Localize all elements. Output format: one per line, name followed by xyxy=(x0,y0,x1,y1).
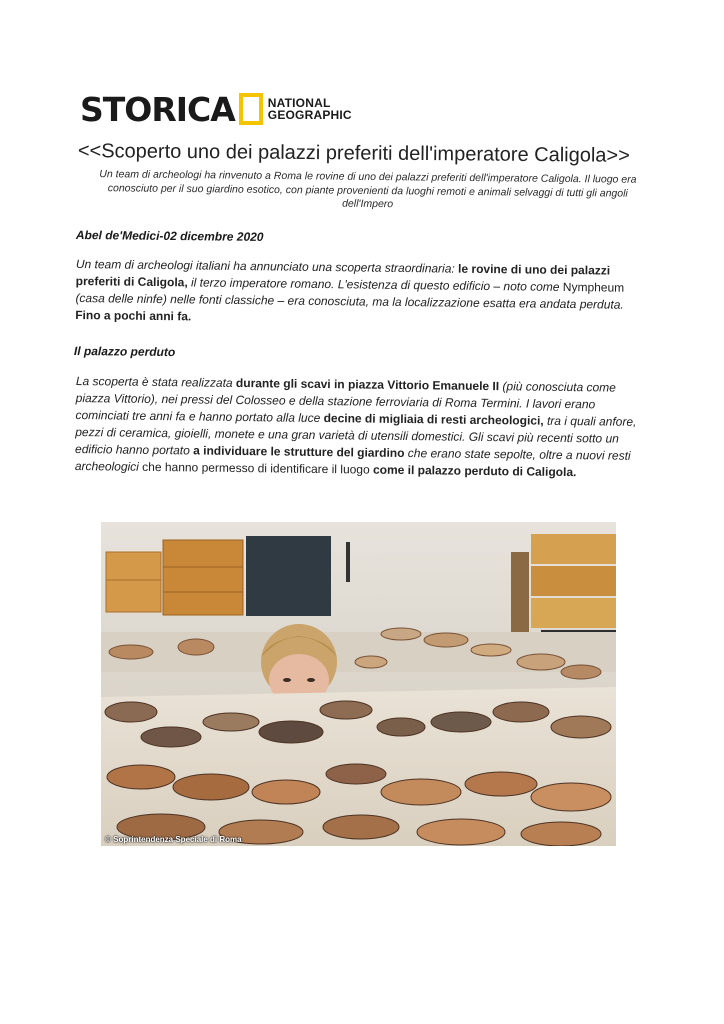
text-run: (più conosciuta come piazza Vittorio), nei pressi del Colosseo e della stazione ferroviaria di Roma Termini. I lavori erano cominciati tre anni fa e hanno portato alla luce xyxy=(75,379,616,426)
partner-line-2: GEOGRAPHIC xyxy=(267,108,352,122)
text-run: tra i quali anfore, pezzi di ceramica, gioielli, monete e una gran varietà di utensili domestici. Gli scavi più recenti sotto un edificio hanno portato xyxy=(74,413,637,458)
partner-logo-text xyxy=(268,97,352,121)
text-run: durante gli scavi in piazza Vittorio Emanuele II xyxy=(235,375,500,394)
text-run: il terzo imperatore romano. L'esistenza di questo edificio – noto come xyxy=(187,275,563,294)
excavation-photo-illustration xyxy=(101,522,616,846)
text-run: decine di migliaia di resti archeologici, xyxy=(323,411,544,428)
article-byline: Abel de'Medici-02 dicembre 2020 xyxy=(75,228,264,244)
text-run: La scoperta è stata realizzata xyxy=(75,373,237,390)
text-run: come il palazzo perduto di Caligola. xyxy=(372,462,577,480)
text-run: (casa delle ninfe) nelle fonti classiche – era conosciuta, ma la localizzazione esatta era andata perduta. xyxy=(75,290,624,312)
text-run: che hanno permesso di identificare il luogo xyxy=(142,459,374,477)
article-headline: <<Scoperto uno dei palazzi preferiti dell'imperatore Caligola>> xyxy=(77,140,630,167)
text-run: che erano state sepolte, oltre a nuovi resti archeologici xyxy=(74,446,631,474)
text-run: le rovine di uno dei palazzi preferiti di Caligola, xyxy=(75,261,611,290)
photo-credit: © Soprintendenza Speciale di Roma xyxy=(105,835,242,844)
text-run: a individuare le strutture del giardino xyxy=(193,443,405,461)
section-subhead: Il palazzo perduto xyxy=(73,344,176,360)
text-run: Fino a pochi anni fa. xyxy=(75,307,192,324)
brand-name: STORICA xyxy=(80,89,235,129)
paragraph-2 xyxy=(75,373,650,482)
article-photo xyxy=(101,522,616,846)
paragraph-1 xyxy=(75,256,650,331)
text-run: Nympheum xyxy=(562,279,625,295)
masthead xyxy=(80,90,352,128)
text-run: Un team di archeologi italiani ha annunciato una scoperta straordinaria: xyxy=(75,256,459,276)
national-geographic-yellow-frame-icon xyxy=(239,93,263,125)
partner-line-1: NATIONAL xyxy=(267,96,331,110)
article-intro: Un team di archeologi ha rinvenuto a Roma le rovine di uno dei palazzi preferiti dell'imperatore Caligola. Il luogo era conosciuto per il suo giardino esotico, con piante provenienti da luoghi remoti e animali selvaggi di tutti gli angoli dell'Impero xyxy=(99,168,637,211)
